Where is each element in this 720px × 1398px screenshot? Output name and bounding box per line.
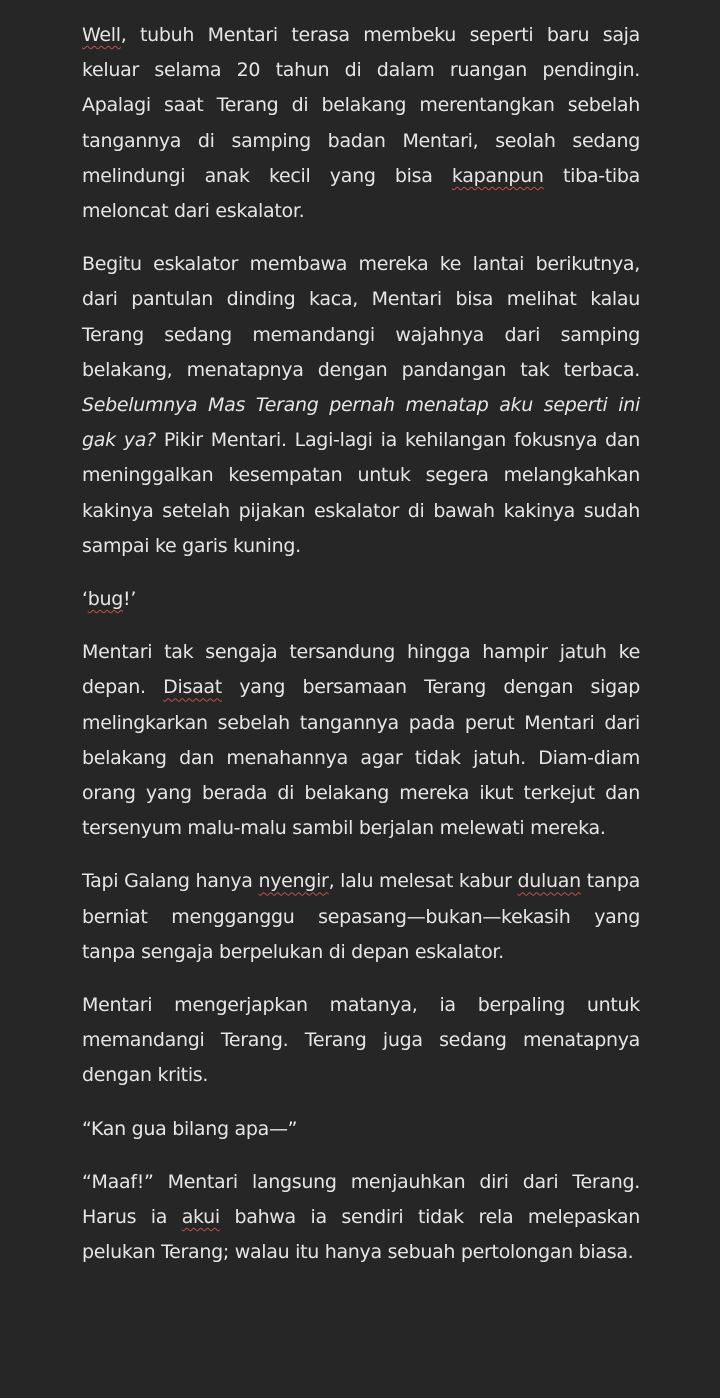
text-run: Mentari mengerjapkan matanya, ia berpaling untuk memandangi Terang. Terang juga sedang menatapnya dengan kritis.: [82, 994, 640, 1087]
misspelled-word: akui: [181, 1206, 220, 1229]
text-run: Pikir Mentari. Lagi-lagi ia kehilangan fokusnya dan meninggalkan kesempatan untuk segera melangkahkan kakinya setelah pijakan eskalator di bawah kakinya sudah sampai ke garis kuning.: [82, 429, 641, 557]
text-run: yang bersamaan Terang dengan sigap melingkarkan sebelah tangannya pada perut Mentari dari belakang dan menahannya agar tidak jatuh. Diam-diam orang yang berada di belakang mereka ikut terkejut dan tersenyum malu-malu sambil berjalan melewati mereka.: [82, 676, 640, 840]
paragraph: [82, 582, 640, 617]
document-body: [82, 18, 640, 1271]
paragraph: [82, 18, 640, 229]
misspelled-word: duluan: [517, 870, 581, 893]
text-run: “Kan gua bilang apa—”: [82, 1117, 298, 1140]
paragraph: [82, 988, 640, 1094]
text-run: Mentari tak sengaja tersandung hingga hampir jatuh ke depan.: [82, 641, 640, 699]
text-run: ‘: [82, 588, 88, 611]
text-run: bahwa ia sendiri tidak rela melepaskan pelukan Terang; walau itu hanya sebuah pertolongan biasa.: [82, 1206, 640, 1264]
paragraph: [82, 247, 640, 564]
text-run: tanpa berniat mengganggu sepasang—bukan—kekasih yang tanpa sengaja berpelukan di depan eskalator.: [82, 870, 641, 963]
text-run: , tubuh Mentari terasa membeku seperti baru saja keluar selama 20 tahun di dalam ruangan pendingin. Apalagi saat Terang di belakang merentangkan sebelah tangannya di samping badan Mentari, seolah sedang melindungi anak kecil yang bisa: [82, 24, 640, 187]
misspelled-word: Well: [82, 24, 121, 46]
text-run: , lalu melesat kabur: [328, 870, 518, 893]
paragraph: [82, 1165, 640, 1271]
misspelled-word: Disaat: [163, 676, 222, 699]
italic-text: Sebelumnya Mas Terang pernah menatap aku seperti ini gak ya?: [82, 394, 640, 452]
text-run: !’: [123, 588, 137, 611]
paragraph: [82, 1112, 640, 1147]
text-run: Begitu eskalator membawa mereka ke lantai berikutnya, dari pantulan dinding kaca, Mentari bisa melihat kalau Terang sedang memandangi wajahnya dari samping belakang, menatapnya dengan pandangan tak terbaca.: [82, 253, 640, 381]
misspelled-word: nyengir: [258, 870, 329, 893]
text-run: tiba-tiba meloncat dari eskalator.: [82, 164, 640, 223]
paragraph: [82, 635, 640, 846]
paragraph: [82, 864, 640, 970]
text-run: Tapi Galang hanya: [82, 870, 259, 893]
misspelled-word: bug: [87, 588, 124, 611]
misspelled-word: kapanpun: [451, 164, 544, 187]
text-run: “Maaf!” Mentari langsung menjauhkan diri dari Terang. Harus ia: [82, 1170, 640, 1229]
